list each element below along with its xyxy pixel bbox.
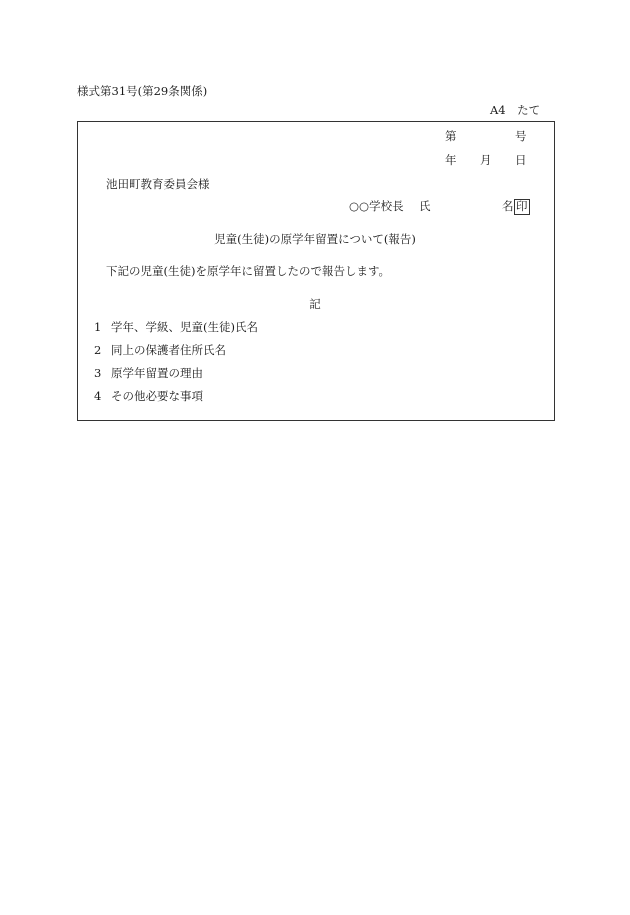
date-year-label: 年 bbox=[445, 153, 457, 167]
document-number-prefix: 第 bbox=[445, 129, 457, 143]
intro-text: 下記の児童(生徒)を原学年に留置したので報告します。 bbox=[106, 264, 391, 278]
item-number: 4 bbox=[94, 389, 102, 403]
item-text: 同上の保護者住所氏名 bbox=[111, 343, 226, 357]
item-text: 原学年留置の理由 bbox=[111, 366, 203, 380]
date-month-label: 月 bbox=[480, 153, 492, 167]
document-title: 児童(生徒)の原学年留置について(報告) bbox=[214, 232, 416, 246]
addressee: 池田町教育委員会様 bbox=[106, 177, 210, 191]
item-text: 学年、学級、児童(生徒)氏名 bbox=[111, 320, 258, 334]
seal-mark: 印 bbox=[516, 199, 528, 213]
sender-title: ○○学校長 bbox=[349, 199, 404, 213]
sender-name-suffix: 名 bbox=[502, 199, 514, 213]
item-text: その他必要な事項 bbox=[111, 389, 203, 403]
date-day-label: 日 bbox=[515, 153, 527, 167]
item-number: 1 bbox=[94, 320, 102, 334]
paper-size-note: A4 たて bbox=[490, 103, 541, 117]
item-number: 2 bbox=[94, 343, 102, 357]
item-number: 3 bbox=[94, 366, 102, 380]
ki-heading: 記 bbox=[309, 297, 321, 311]
form-number: 様式第31号(第29条関係) bbox=[77, 84, 208, 98]
document-number-suffix: 号 bbox=[515, 129, 527, 143]
sender-name-label: 氏 bbox=[419, 199, 431, 213]
